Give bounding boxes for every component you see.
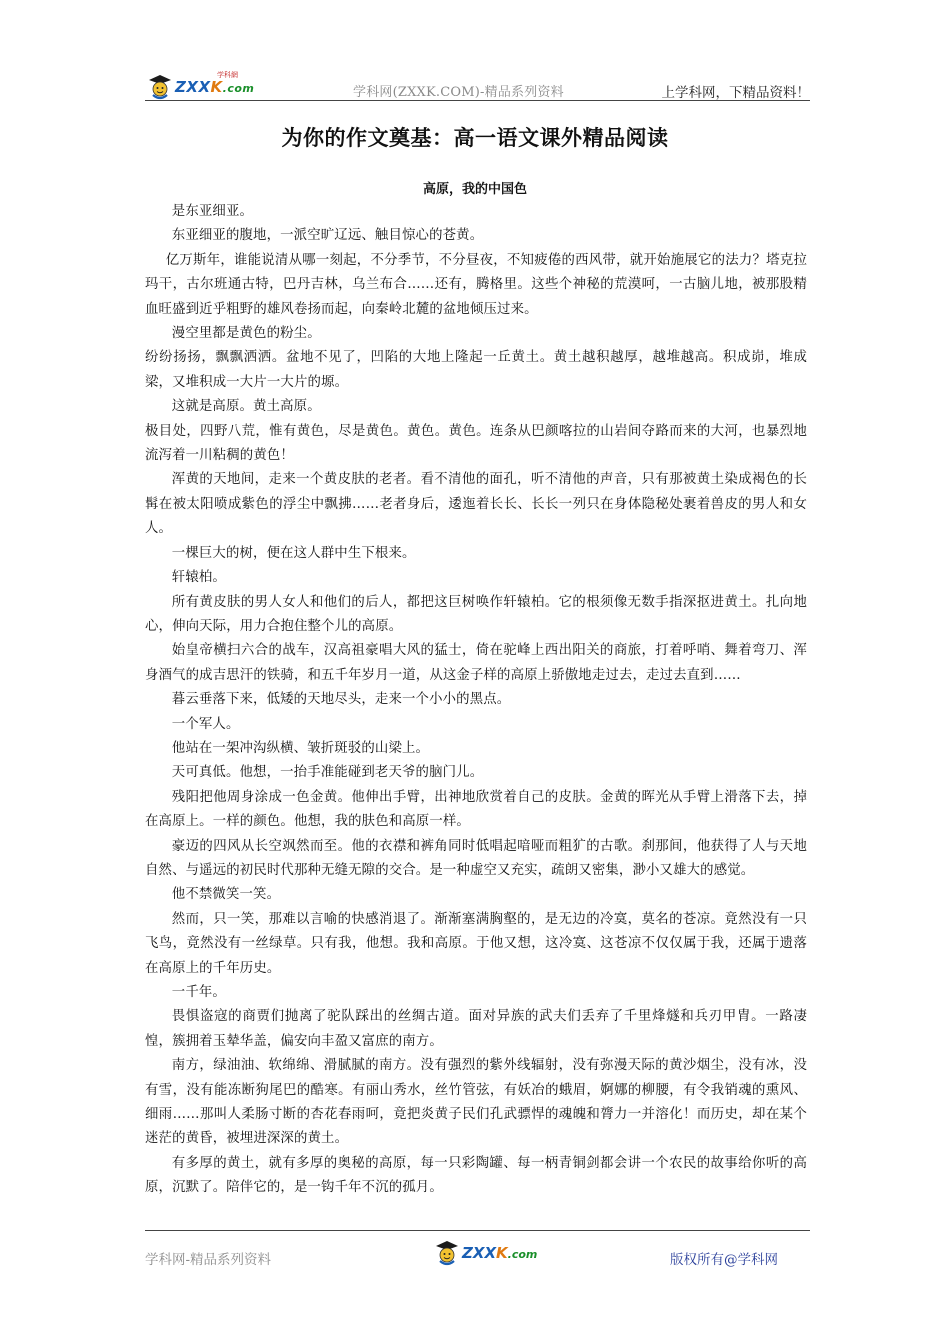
paragraph: 豪迈的四风从长空飒然而至。他的衣襟和裤角同时低唱起喑哑而粗犷的古歌。刹那间，他获得了人与天地自然、与遥远的初民时代那种无缝无隙的交合。是一种虚空又充实，疏朗又密集，渺小又雄大的感觉。	[145, 838, 807, 878]
paragraph: 他不禁微笑一笑。	[171, 887, 281, 903]
paragraph: 有多厚的黄土，就有多厚的奥秘的高原，每一只彩陶罐、每一柄青铜剑都会讲一个农民的故事给你听的高原，沉默了。陪伴它的，是一钩千年不沉的孤月。	[145, 1155, 807, 1196]
zxxk-logo[interactable]	[145, 70, 255, 102]
footer-site-label: 学科网-精品系列资料	[145, 1252, 272, 1268]
paragraph: 所有黄皮肤的男人女人和他们的后人，都把这巨树唤作轩辕柏。它的根须像无数手指深抠进黄土。扎向地心，伸向天际，用力合抱住整个儿的高原。	[145, 594, 807, 634]
paragraph: 一棵巨大的树，便在这人群中生下根来。	[171, 545, 416, 561]
mascot-icon	[432, 1237, 462, 1267]
article-title: 高原，我的中国色	[422, 182, 527, 197]
paragraph: 南方，绿油油、软绵绵、滑腻腻的南方。没有强烈的紫外线辐射，没有弥漫天际的黄沙烟尘，没有冰，没有雪，没有能冻断狗尾巴的酷寒。有丽山秀水，丝竹管弦，有妖冶的蛾眉，婀娜的柳腰，有令我销魂的熏风、细雨……那叫人柔肠寸断的杏花春雨呵，竟把炎黄子民们孔武骠悍的魂魄和膂力一并溶化！而历史，却在某个迷茫的黄昏，被埋进深深的黄土。	[145, 1058, 807, 1147]
article-body	[145, 200, 807, 1201]
paragraph: 纷纷扬扬，飘飘洒洒。盆地不见了，凹陷的大地上隆起一丘黄土。黄土越积越厚，越堆越高。积成峁，堆成梁，又堆积成一大片一大片的塬。	[145, 350, 807, 390]
header-slogan: 上学科网，下精品资料！	[661, 85, 810, 101]
mascot-icon	[145, 71, 175, 101]
paragraph: 是东亚细亚。	[171, 204, 254, 219]
paragraph: 东亚细亚的腹地，一派空旷辽远、触目惊心的苍黄。	[171, 228, 484, 244]
paragraph: 一千年。	[171, 985, 226, 1000]
page-header	[145, 70, 810, 102]
paragraph: 浑黄的天地间，走来一个黄皮肤的老者。看不清他的面孔，听不清他的声音，只有那被黄土染成褐色的长髯在被太阳喷成紫色的浮尘中飘拂……老者身后，逶迤着长长、长长一列只在身体隐秘处裹着兽皮的男人和女人。	[145, 472, 807, 537]
paragraph: 始皇帝横扫六合的战车，汉高祖豪唱大风的猛士，倚在驼峰上西出阳关的商旅，打着呼哨、舞着弯刀、浑身酒气的成吉思汗的铁骑，和五千年岁月一道，从这金子样的高原上骄傲地走过去，走过去直到……	[145, 643, 807, 683]
paragraph: 暮云垂落下来，低矮的天地尽头，走来一个小小的黑点。	[171, 692, 511, 708]
header-divider	[145, 100, 810, 101]
paragraph: 漫空里都是黄色的粉尘。	[171, 326, 321, 342]
paragraph: 残阳把他周身涂成一色金黄。他伸出手臂，出神地欣赏着自己的皮肤。金黄的晖光从手臂上滑落下去，掉在高原上。一样的颜色。他想，我的肤色和高原一样。	[145, 789, 807, 830]
footer-zxxk-logo[interactable]	[432, 1236, 537, 1268]
header-site-label: 学科网(ZXXK.COM)-精品系列资料	[353, 85, 564, 100]
paragraph: 亿万斯年，谁能说清从哪一刻起，不分季节，不分昼夜，不知疲倦的西风带，就开始施展它的法力？塔克拉玛干，古尔班通古特，巴丹吉林，乌兰布合……还有，腾格里。这些个神秘的荒漠呵，一古脑儿地，被那股精血旺盛到近乎粗野的雄风卷扬而起，向秦岭北麓的盆地倾压过来。	[145, 252, 807, 317]
paragraph: 天可真低。他想，一抬手准能碰到老天爷的脑门儿。	[171, 765, 484, 781]
paragraph: 这就是高原。黄土高原。	[171, 399, 321, 415]
paragraph: 轩辕柏。	[171, 570, 226, 586]
logo-cn: 学科網	[217, 71, 238, 79]
footer-divider	[145, 1230, 810, 1231]
footer-copyright: 版权所有@学科网	[670, 1252, 778, 1268]
logo-wordmark: ZXXK.com	[462, 1244, 538, 1262]
paragraph: 他站在一架冲沟纵横、皱折斑驳的山梁上。	[171, 740, 430, 756]
paragraph: 畏惧盗寇的商贾们抛离了驼队踩出的丝绸古道。面对异族的武夫们丢弃了千里烽燧和兵刃甲胄。一路凄惶，簇拥着玉辇华盖，偏安向丰盈又富庶的南方。	[145, 1009, 807, 1049]
page-title: 为你的作文奠基：高一语文课外精品阅读	[281, 125, 669, 150]
paragraph: 极目处，四野八荒，惟有黄色，尽是黄色。黄色。黄色。连条从巴颜喀拉的山岩间夺路而来的大河，也暴烈地流泻着一川粘稠的黄色！	[145, 423, 807, 464]
paragraph: 然而，只一笑，那难以言喻的快感消退了。渐渐塞满胸壑的，是无边的冷寞，莫名的苍凉。竟然没有一只飞鸟，竟然没有一丝绿草。只有我，他想。我和高原。于他又想，这冷寞、这苍凉不仅仅属于我，还属于遗落在高原上的千年历史。	[145, 911, 807, 976]
paragraph: 一个军人。	[171, 716, 240, 732]
logo-wordmark: ZXXK.com	[175, 78, 255, 96]
